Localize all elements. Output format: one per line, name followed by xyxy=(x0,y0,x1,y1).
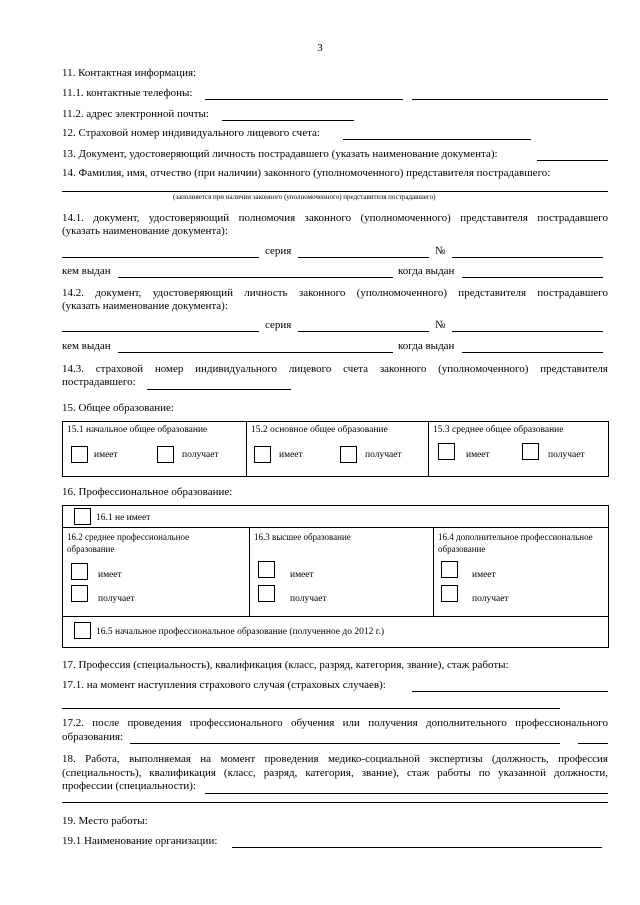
section-17-2-line1: 17.2. после проведения профессионального обучения или получения дополнительного профессионального xyxy=(62,717,608,729)
profession-after-training-field[interactable] xyxy=(130,743,560,744)
table-divider xyxy=(246,421,247,477)
section-14-2-line1: 14.2. документ, удостоверяющий личность законного (уполномоченного) представителя пострадавшего xyxy=(62,287,608,299)
email-label: 11.2. адрес электронной почты: xyxy=(62,108,209,120)
organization-field[interactable] xyxy=(232,847,602,848)
section-11-title: 11. Контактная информация: xyxy=(62,67,197,79)
checkbox-label: получает xyxy=(472,594,509,604)
identity-doc-name-field[interactable] xyxy=(62,331,259,332)
professional-none-label: 16.1 не имеет xyxy=(96,513,151,523)
authority-doc-name-field[interactable] xyxy=(62,257,259,258)
primary-professional-label: 16.5 начальное профессиональное образование (полученное до 2012 г.) xyxy=(96,627,385,637)
general-basic-studying-checkbox[interactable] xyxy=(340,446,357,463)
table-divider xyxy=(428,421,429,477)
identity-doc-series-field[interactable] xyxy=(298,331,429,332)
issued-when-label-2: когда выдан xyxy=(398,340,455,352)
series-label-1: серия xyxy=(265,245,292,257)
issued-when-label-1: когда выдан xyxy=(398,265,455,277)
section-16-title: 16. Профессиональное образование: xyxy=(62,486,233,498)
authority-doc-series-field[interactable] xyxy=(298,257,429,258)
representative-note: (заполняется при наличии законного (уполномоченного) представителя пострадавшего) xyxy=(173,193,436,201)
identity-doc-issued-by-field[interactable] xyxy=(118,352,393,353)
profession-after-training-field-end[interactable] xyxy=(578,743,608,744)
page-number: 3 xyxy=(317,42,323,54)
id-document-field[interactable] xyxy=(537,160,608,161)
section-15-title: 15. Общее образование: xyxy=(62,402,174,414)
authority-doc-issued-by-field[interactable] xyxy=(118,277,393,278)
checkbox-label: имеет xyxy=(94,450,118,460)
higher-education-has-checkbox[interactable] xyxy=(258,561,275,578)
general-basic-header: 15.2 основное общее образование xyxy=(251,425,388,435)
section-13-label: 13. Документ, удостоверяющий личность пострадавшего (указать наименование документа): xyxy=(62,148,498,160)
identity-doc-number-field[interactable] xyxy=(452,331,603,332)
section-17-2-line2: образования: xyxy=(62,731,124,743)
issued-by-label-1: кем выдан xyxy=(62,265,111,277)
checkbox-label: получает xyxy=(98,594,135,604)
snils-field[interactable] xyxy=(343,139,531,140)
professional-none-checkbox[interactable] xyxy=(74,508,91,525)
series-label-2: серия xyxy=(265,319,292,331)
additional-professional-has-checkbox[interactable] xyxy=(441,561,458,578)
section-14-1-line2: (указать наименование документа): xyxy=(62,225,228,237)
checkbox-label: получает xyxy=(290,594,327,604)
issued-by-label-2: кем выдан xyxy=(62,340,111,352)
general-secondary-studying-checkbox[interactable] xyxy=(522,443,539,460)
table-divider xyxy=(433,527,434,616)
additional-professional-header: 16.4 дополнительное профессиональное образование xyxy=(438,532,593,554)
table-divider xyxy=(249,527,250,616)
email-field[interactable] xyxy=(222,120,354,121)
checkbox-label: получает xyxy=(365,450,402,460)
section-19-title: 19. Место работы: xyxy=(62,815,148,827)
section-12-label: 12. Страховой номер индивидуального лицевого счета: xyxy=(62,127,320,139)
secondary-professional-has-checkbox[interactable] xyxy=(71,563,88,580)
authority-doc-issued-when-field[interactable] xyxy=(462,277,603,278)
additional-professional-studying-checkbox[interactable] xyxy=(441,585,458,602)
section-14-3-line2: пострадавшего: xyxy=(62,376,136,388)
identity-doc-issued-when-field[interactable] xyxy=(462,352,603,353)
table-divider xyxy=(62,527,608,528)
general-basic-has-checkbox[interactable] xyxy=(254,446,271,463)
secondary-professional-studying-checkbox[interactable] xyxy=(71,585,88,602)
section-14-title: 14. Фамилия, имя, отчество (при наличии) законного (уполномоченного) представителя пострадавшего: xyxy=(62,167,551,179)
checkbox-label: имеет xyxy=(472,570,496,580)
higher-education-studying-checkbox[interactable] xyxy=(258,585,275,602)
section-18-line3: профессии (специальности): xyxy=(62,780,196,792)
phone-field-2[interactable] xyxy=(412,99,608,100)
table-divider xyxy=(62,616,608,617)
section-18-line1: 18. Работа, выполняемая на момент проведения медико-социальной экспертизы (должность, профессия xyxy=(62,753,608,765)
current-work-field-2[interactable] xyxy=(62,802,608,803)
secondary-professional-header: 16.2 среднее профессиональное образование xyxy=(67,532,190,554)
representative-name-field[interactable] xyxy=(62,191,608,192)
general-primary-header: 15.1 начальное общее образование xyxy=(67,425,208,435)
checkbox-label: получает xyxy=(548,450,585,460)
general-secondary-has-checkbox[interactable] xyxy=(438,443,455,460)
authority-doc-number-field[interactable] xyxy=(452,257,603,258)
section-17-title: 17. Профессия (специальность), квалификация (класс, разряд, категория, звание), стаж работы: xyxy=(62,659,509,671)
section-14-3-line1: 14.3. страховой номер индивидуального лицевого счета законного (уполномоченного) представителя xyxy=(62,363,608,375)
profession-at-incident-field[interactable] xyxy=(412,691,608,692)
general-secondary-header: 15.3 среднее общее образование xyxy=(433,425,564,435)
section-18-line2: (специальность), квалификация (класс, разряд, категория, звание), стаж работы по указанной должности, xyxy=(62,767,608,779)
number-label-1: № xyxy=(435,245,446,257)
organization-label: 19.1 Наименование организации: xyxy=(62,835,218,847)
checkbox-label: имеет xyxy=(466,450,490,460)
representative-snils-field[interactable] xyxy=(147,389,291,390)
phones-label: 11.1. контактные телефоны: xyxy=(62,87,193,99)
checkbox-label: получает xyxy=(182,450,219,460)
section-17-1-label: 17.1. на момент наступления страхового случая (страховых случаев): xyxy=(62,679,386,691)
section-14-2-line2: (указать наименование документа): xyxy=(62,300,228,312)
profession-at-incident-field-2[interactable] xyxy=(62,708,560,709)
general-primary-studying-checkbox[interactable] xyxy=(157,446,174,463)
higher-education-header: 16.3 высшее образование xyxy=(254,532,351,542)
number-label-2: № xyxy=(435,319,446,331)
general-primary-has-checkbox[interactable] xyxy=(71,446,88,463)
current-work-field[interactable] xyxy=(205,793,608,794)
checkbox-label: имеет xyxy=(98,570,122,580)
checkbox-label: имеет xyxy=(279,450,303,460)
phone-field-1[interactable] xyxy=(205,99,403,100)
checkbox-label: имеет xyxy=(290,570,314,580)
section-14-1-line1: 14.1. документ, удостоверяющий полномочия законного (уполномоченного) представителя пострадавшего xyxy=(62,212,608,224)
primary-professional-checkbox[interactable] xyxy=(74,622,91,639)
